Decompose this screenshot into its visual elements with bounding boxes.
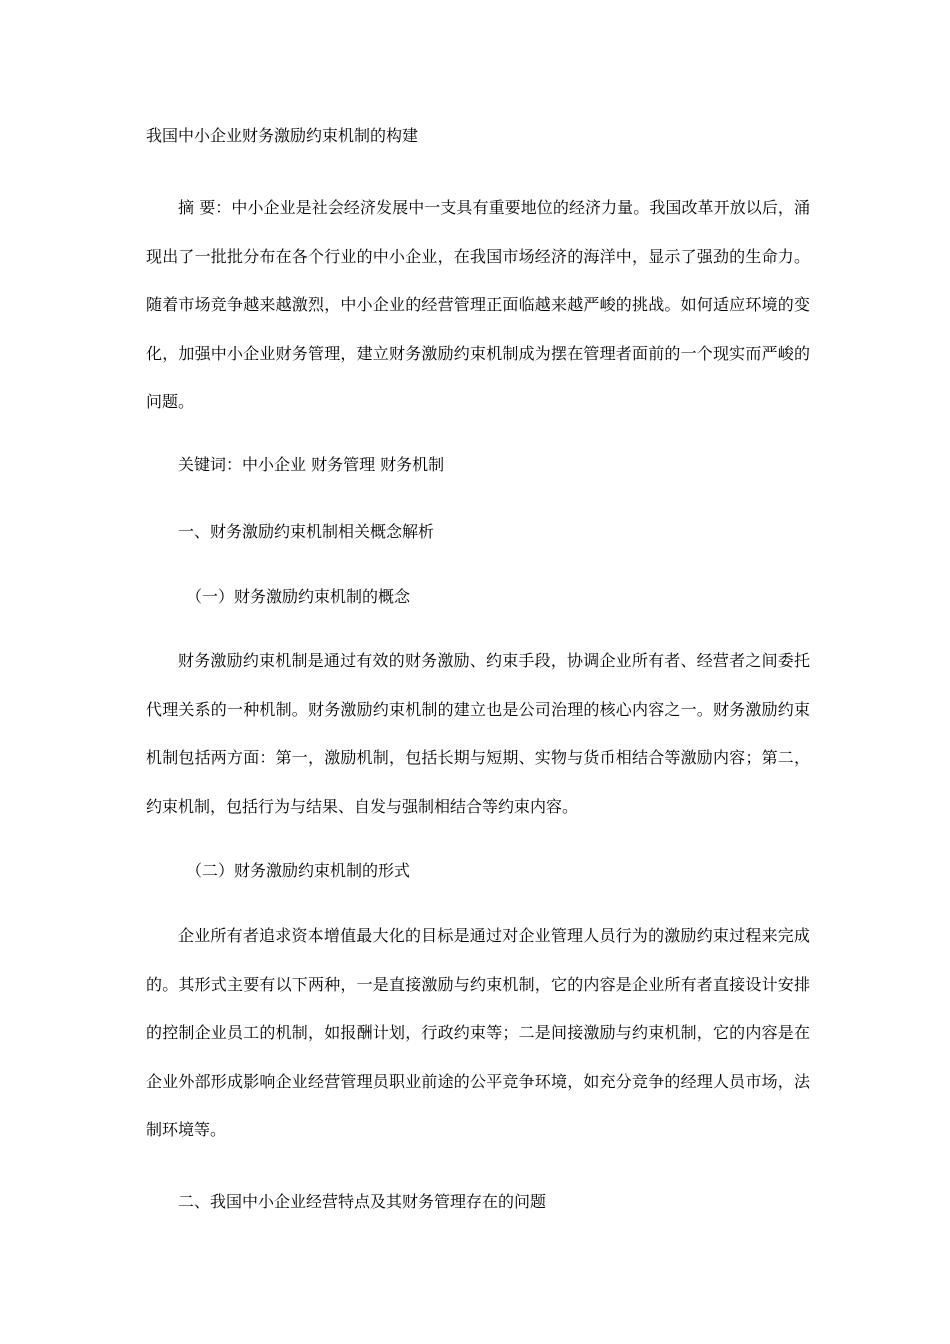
section-heading-1: 一、财务激励约束机制相关概念解析 [178,522,435,541]
document-title: 我国中小企业财务激励约束机制的构建 [146,126,419,145]
abstract-paragraph: 摘 要：中小企业是社会经济发展中一支具有重要地位的经济力量。我国改革开放以后，涌现出了一批批分布在各个行业的中小企业，在我国市场经济的海洋中，显示了强劲的生命力。随着市场竞争越来越激烈，中小企业的经营管理正面临越来越严峻的挑战。如何适应环境的变化，加强中小企业财务管理，建立财务激励约束机制成为摆在管理者面前的一个现实而严峻的问题。 [146,198,810,411]
subsection-1-paragraph: 财务激励约束机制是通过有效的财务激励、约束手段，协调企业所有者、经营者之间委托代理关系的一种机制。财务激励约束机制的建立也是公司治理的核心内容之一。财务激励约束机制包括两方面：第一，激励机制，包括长期与短期、实物与货币相结合等激励内容；第二，约束机制，包括行为与结果、自发与强制相结合等约束内容。 [146,651,810,816]
subsection-heading-2: （二）财务激励约束机制的形式 [186,861,411,880]
subsection-2-paragraph: 企业所有者追求资本增值最大化的目标是通过对企业管理人员行为的激励约束过程来完成的。其形式主要有以下两种，一是直接激励与约束机制，它的内容是企业所有者直接设计安排的控制企业员工的机制，如报酬计划，行政约束等；二是间接激励与约束机制，它的内容是在企业外部形成影响企业经营管理员职业前途的公平竞争环境，如充分竞争的经理人员市场，法制环境等。 [146,926,810,1139]
keywords-line: 关键词：中小企业 财务管理 财务机制 [178,455,445,474]
section-heading-2: 二、我国中小企业经营特点及其财务管理存在的问题 [178,1192,547,1211]
subsection-heading-1: （一）财务激励约束机制的概念 [186,587,411,606]
